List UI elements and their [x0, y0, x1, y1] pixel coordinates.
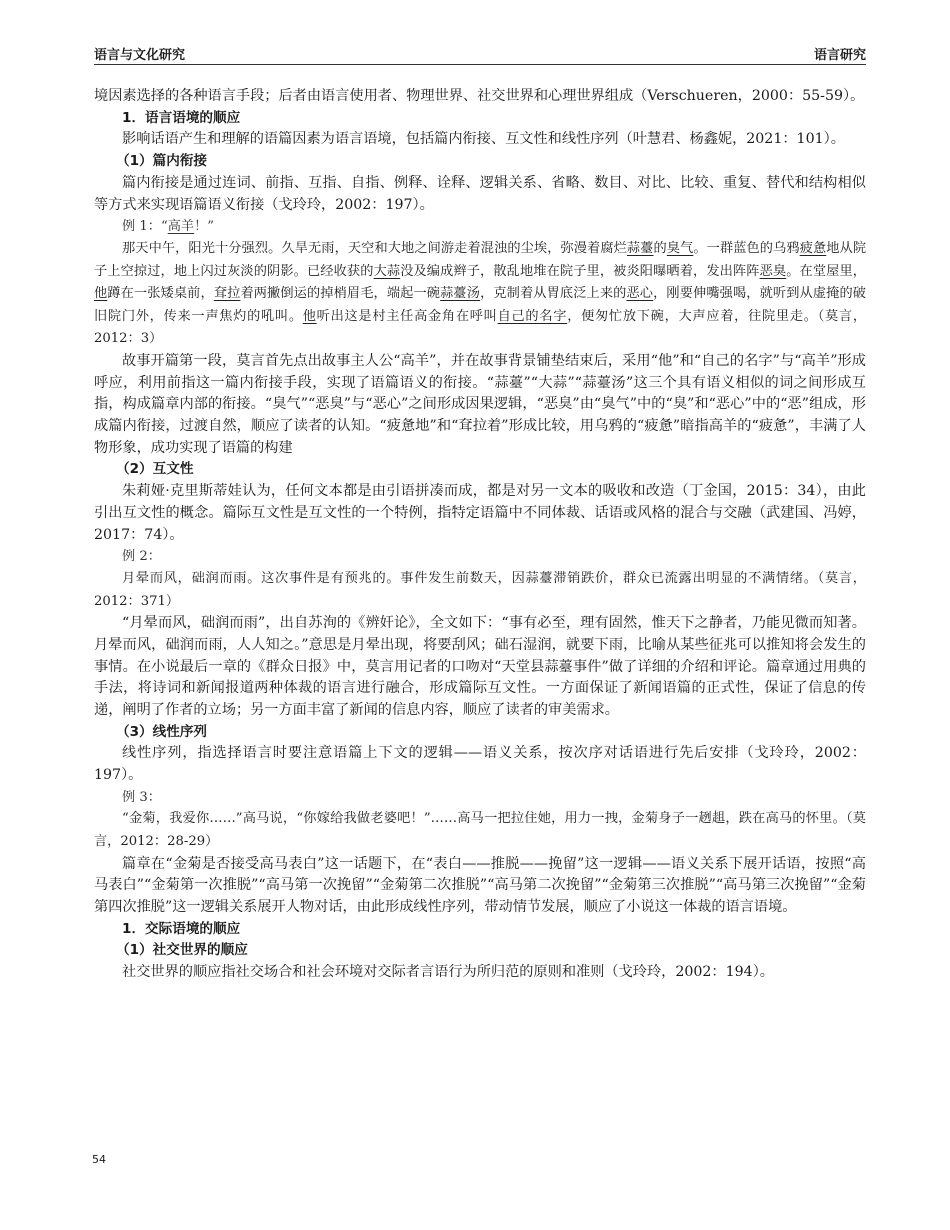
paragraph: 朱莉娅·克里斯蒂娃认为，任何文本都是由引语拼凑而成，都是对另一文本的吸收和改造（丁金国，2015：34），由此引出互文性的概念。篇际互文性是互文性的一个特例，指特定语篇中不同体裁、话语或风格的混合与交融（武建国、冯婷，2017：74）。	[94, 483, 866, 543]
example-text: 那天中午，阳光十分强烈。久旱无雨，天空和大地之间游走着混浊的尘埃，弥漫着腐烂蒜薹的臭气。一群蓝色的乌鸦疲惫地从院子上空掠过，地上闪过灰淡的阴影。已经收获的大蒜没及编成辫子，散乱地堆在院子里，被炎阳曝晒着，发出阵阵恶臭。在堂屋里，他蹲在一张矮桌前，耷拉着两撇倒运的掉梢眉毛，端起一碗蒜薹汤，克制着从胃底泛上来的恶心，刚要伸嘴强喝，就听到从虚掩的破旧院门外，传来一声焦灼的吼叫。他听出这是村主任高金角在呼叫自己的名字，便匆忙放下碗，大声应着，往院里走。（莫言，2012：3）	[94, 240, 867, 347]
paragraph: “月晕而风，础润而雨”，出自苏洵的《辨奸论》，全文如下：“事有必至，理有固然，惟天下之静者，乃能见微而知著。月晕而风，础润而雨，人人知之。”意思是月晕出现，将要刮风；础石湿润，就要下雨，比喻从某些征兆可以推知将会发生的事情。在小说最后一章的《群众日报》中，莫言用记者的口吻对“天堂县蒜薹事件”做了详细的介绍和评论。篇章通过用典的手法，将诗词和新闻报道两种体裁的语言进行融合，形成篇际互文性。一方面保证了新闻语篇的正式性，保证了信息的传递，阐明了作者的立场；另一方面丰富了新闻的信息内容，顺应了读者的审美需求。	[94, 615, 866, 718]
example-text: “金菊，我爱你……”高马说，“你嫁给我做老婆吧！”……高马一把拉住她，用力一拽，金菊身子一趔趄，跌在高马的怀里。（莫言，2012：28-29）	[94, 811, 866, 850]
paragraph: 篇内衔接是通过连词、前指、互指、自指、例释、诠释、逻辑关系、省略、数目、对比、比较、重复、替代和结构相似等方式来实现语篇语义衔接（戈玲玲，2002：197）。	[94, 174, 866, 213]
subsection-heading: （2）互文性	[116, 461, 194, 478]
subsection-heading: （3）线性序列	[116, 723, 208, 740]
article-body	[94, 86, 866, 984]
example-label: 例 3：	[122, 789, 161, 805]
paragraph: 故事开篇第一段，莫言首先点出故事主人公“高羊”，并在故事背景铺垫结束后，采用“他”和“自己的名字”与“高羊”形成呼应，利用前指这一篇内衔接手段，实现了语篇语义的衔接。“蒜薹”“大蒜”“蒜薹汤”这三个具有语义相似的词之间形成互指，构成篇章内部的衔接。“臭气”“恶臭”与“恶心”之间形成因果逻辑，“恶臭”由“臭气”中的“臭”和“恶心”中的“恶”组成，形成篇内衔接，过渡自然，顺应了读者的认知。“疲惫地”和“耷拉着”形成比较，用乌鸦的“疲惫”暗指高羊的“疲惫”，丰满了人物形象，成功实现了语篇的构建	[94, 352, 866, 456]
journal-title: 语言与文化研究	[94, 48, 186, 63]
example-label: 例 1：“高羊！”	[122, 219, 215, 235]
paragraph: 影响话语产生和理解的语篇因素为语言语境，包括篇内衔接、互文性和线性序列（叶慧君、杨鑫妮，2021：101）。	[122, 131, 845, 148]
paragraph: 线性序列，指选择语言时要注意语篇上下文的逻辑——语义关系，按次序对话语进行先后安排（戈玲玲，2002：197）。	[94, 745, 866, 784]
section-title: 语言研究	[813, 48, 866, 63]
paragraph: 社交世界的顺应指社交场合和社会环境对交际者言语行为所归范的原则和准则（戈玲玲，2002：194）。	[122, 964, 774, 981]
subsection-heading: （1）社交世界的顺应	[116, 942, 248, 959]
paragraph: 篇章在“金菊是否接受高马表白”这一话题下，在“表白——推脱——挽留”这一逻辑——语义关系下展开话语，按照“高马表白”“金菊第一次推脱”“高马第一次挽留”“金菊第二次推脱”“高马第二次挽留”“金菊第三次推脱”“高马第三次挽留”“金菊第四次推脱”这一逻辑关系展开人物对话，由此形成线性序列，带动情节发展，顺应了小说这一体裁的语言语境。	[94, 855, 866, 916]
example-text: 月晕而风，础润而雨。这次事件是有预兆的。事件发生前数天，因蒜薹滞销跌价，群众已流露出明显的不满情绪。（莫言，2012：371）	[94, 570, 866, 609]
running-header	[94, 38, 866, 65]
subsection-heading: （1）篇内衔接	[116, 153, 208, 170]
paragraph: 境因素选择的各种语言手段；后者由语言使用者、物理世界、社交世界和心理世界组成（Verschueren，2000：55-59）。	[94, 88, 865, 104]
page-number: 54	[92, 1153, 106, 1166]
example-label: 例 2：	[122, 549, 161, 565]
section-heading: 1．语言语境的顺应	[122, 109, 241, 126]
section-heading: 1．交际语境的顺应	[122, 920, 241, 937]
